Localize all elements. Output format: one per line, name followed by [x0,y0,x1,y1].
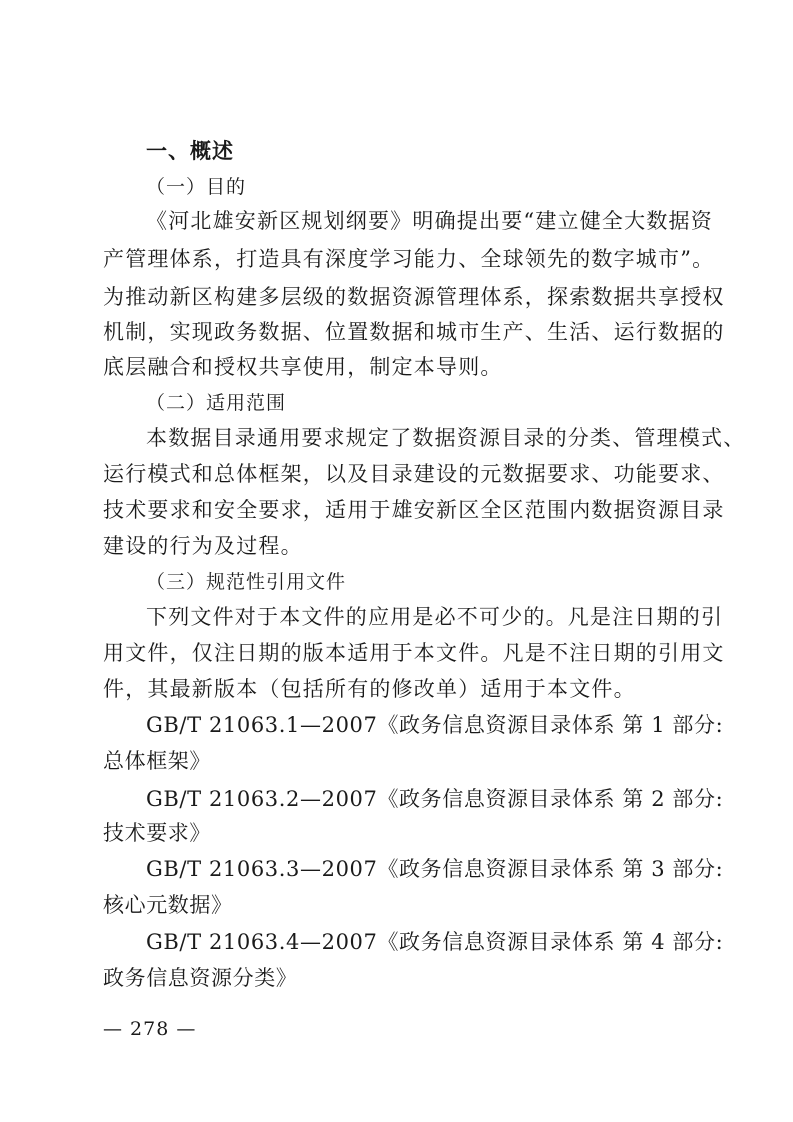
paragraph-line: 运行模式和总体框架，以及目录建设的元数据要求、功能要求、 [103,462,725,486]
paragraph-line: 产管理体系，打造具有深度学习能力、全球领先的数字城市”。 [103,247,715,271]
subsection-heading-purpose: （一）目的 [146,176,247,198]
paragraph-line: 机制，实现政务数据、位置数据和城市生产、生活、运行数据的 [103,320,725,344]
subsection-heading-scope: （二）适用范围 [146,392,287,414]
reference-entry-line: GB/T 21063.4—2007《政务信息资源目录体系 第 4 部分: [146,930,724,954]
paragraph-line: 《河北雄安新区规划纲要》明确提出要“建立健全大数据资 [146,209,713,233]
paragraph-line: 为推动新区构建多层级的数据资源管理体系，探索数据共享授权 [103,285,725,309]
paragraph-line: 用文件，仅注日期的版本适用于本文件。凡是不注日期的引用文 [103,641,725,665]
section-title: 一、概述 [146,139,234,163]
reference-entry-line: 总体框架》 [103,749,211,773]
reference-entry-line: GB/T 21063.3—2007《政务信息资源目录体系 第 3 部分: [146,857,724,881]
paragraph-line: 件，其最新版本（包括所有的修改单）适用于本文件。 [103,677,636,701]
paragraph-line: 建设的行为及过程。 [103,534,303,558]
paragraph-line: 下列文件对于本文件的应用是必不可少的。凡是注日期的引 [146,605,724,629]
reference-entry-line: 政务信息资源分类》 [103,966,298,990]
paragraph-line: 技术要求和安全要求，适用于雄安新区全区范围内数据资源目录 [103,498,725,522]
reference-entry-line: 技术要求》 [103,821,211,845]
subsection-heading-references: （三）规范性引用文件 [146,571,347,593]
paragraph-line: 本数据目录通用要求规定了数据资源目录的分类、管理模式、 [146,426,746,450]
reference-entry-line: GB/T 21063.2—2007《政务信息资源目录体系 第 2 部分: [146,787,724,811]
reference-entry-line: 核心元数据》 [103,893,233,917]
page-number: — 278 — [103,1018,197,1040]
reference-entry-line: GB/T 21063.1—2007《政务信息资源目录体系 第 1 部分: [146,713,724,737]
paragraph-line: 底层融合和授权共享使用，制定本导则。 [103,355,503,379]
